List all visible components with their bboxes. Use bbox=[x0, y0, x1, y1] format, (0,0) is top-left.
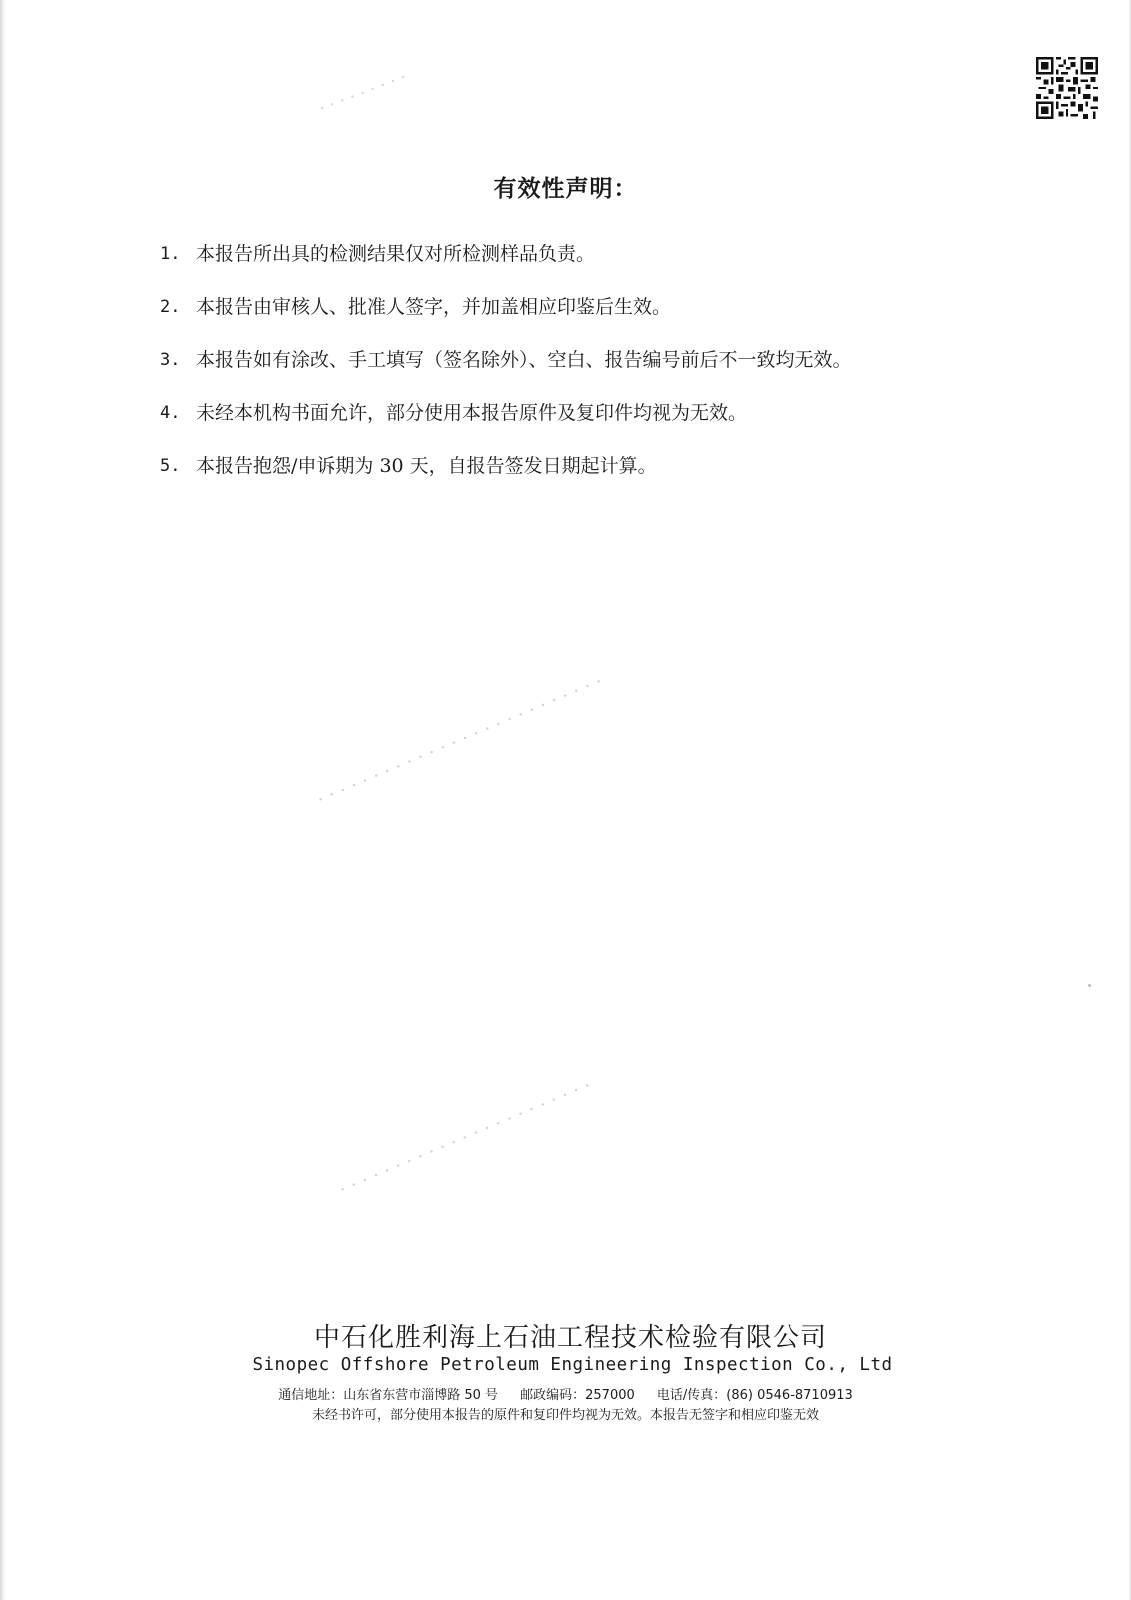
watermark-stamp: · · · · · · · · · · · · · · · · · · · · · · · · · · bbox=[313, 670, 606, 812]
list-item-text: 本报告由审核人、批准人签字，并加盖相应印鉴后生效。 bbox=[196, 296, 672, 318]
qr-code-icon bbox=[1036, 57, 1098, 119]
validity-statement-list bbox=[160, 238, 852, 503]
list-item-text: 本报告如有涂改、手工填写（签名除外）、空白、报告编号前后不一致均无效。 bbox=[196, 349, 852, 371]
phone-fax: 电话/传真：(86) 0546-8710913 bbox=[656, 1388, 853, 1403]
list-item-text: 本报告抱怨/申诉期为 30 天，自报告签发日期起计算。 bbox=[196, 455, 657, 477]
watermark-stamp: · · · · · · · · · bbox=[316, 67, 410, 120]
company-name-english: Sinopec Offshore Petroleum Engineering Inspection Co., Ltd bbox=[252, 1355, 893, 1375]
list-item bbox=[160, 344, 852, 376]
usage-notice: 未经书许可，部分使用本报告的原件和复印件均视为无效。本报告无签字和相应印鉴无效 bbox=[311, 1408, 819, 1423]
list-item bbox=[160, 397, 852, 429]
list-item-number: 3. bbox=[160, 350, 181, 370]
list-item-number: 5. bbox=[160, 456, 181, 476]
list-item-number: 1. bbox=[160, 244, 181, 264]
list-item bbox=[160, 291, 852, 323]
list-item-number: 4. bbox=[160, 403, 181, 423]
watermark-stamp: · · · · · · · · · · · · · · · · · · · · · · · bbox=[335, 1074, 595, 1202]
postcode: 邮政编码：257000 bbox=[520, 1388, 635, 1403]
contact-info bbox=[0, 1386, 1131, 1406]
list-item bbox=[160, 238, 852, 270]
company-name-chinese: 中石化胜利海上石油工程技术检验有限公司 bbox=[313, 1323, 827, 1353]
list-item-text: 未经本机构书面允许，部分使用本报告原件及复印件均视为无效。 bbox=[196, 402, 748, 424]
list-item-number: 2. bbox=[160, 297, 181, 317]
list-item-text: 本报告所出具的检测结果仅对所检测样品负责。 bbox=[196, 243, 596, 265]
scan-speck bbox=[1088, 984, 1091, 987]
list-item bbox=[160, 450, 852, 482]
mailing-address: 通信地址：山东省东营市淄博路 50 号 bbox=[278, 1388, 498, 1403]
page-title: 有效性声明： bbox=[493, 176, 638, 202]
company-footer bbox=[0, 1322, 1131, 1426]
